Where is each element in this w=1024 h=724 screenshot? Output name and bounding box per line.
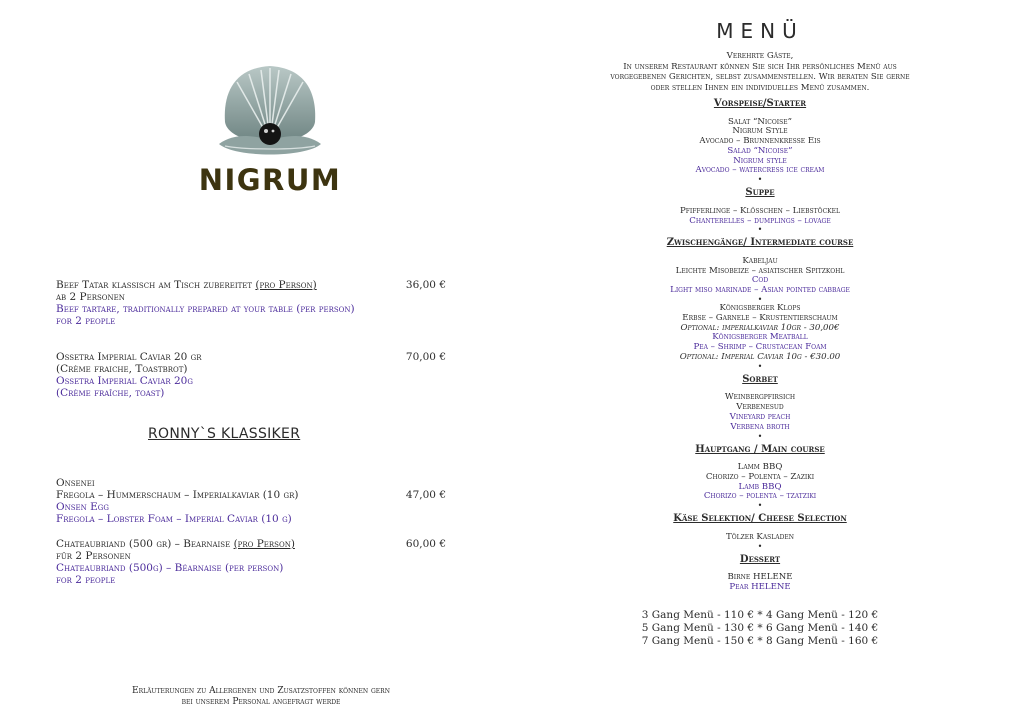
dish-chateaubriand [56, 538, 446, 586]
dish-name: Chateaubriand (500 gr) – Bearnaise (pro Person) [56, 538, 295, 550]
dish-subtitle: (Crème fraiche, Toastbrot) [56, 363, 188, 375]
dish-name: Ossetra Imperial Caviar 20 gr [56, 351, 202, 363]
dish-subtitle-en: for 2 people [56, 574, 116, 586]
oyster-pearl-icon [215, 62, 325, 160]
separator-dot: • [757, 501, 763, 511]
section-title: Vorspeise/Starter [713, 98, 807, 109]
section-kaese: Käse Selektion/ Cheese Selection Tölzer Kasladen • [560, 514, 960, 550]
separator-dot: • [757, 431, 763, 441]
dish-beef-tatar [56, 279, 446, 327]
price-line: 7 Gang Menü - 150 € * 8 Gang Menü - 160 € [641, 634, 879, 647]
separator-dot: • [757, 541, 763, 551]
dish-onsenei [56, 477, 446, 525]
dish-subtitle: ab 2 Personen [56, 291, 125, 303]
dish-price: 47,00 € [405, 489, 446, 501]
dish-name-en: Ossetra Imperial Caviar 20g [56, 375, 193, 387]
section-title: Sorbet [742, 373, 778, 385]
dish-price: 60,00 € [405, 538, 446, 550]
dish-name: Onsenei [56, 477, 95, 489]
section-dessert: Dessert Birne HELENE Pear HELENE [560, 555, 960, 593]
klassiker-heading: RONNY`S KLASSIKER [148, 426, 301, 442]
section-sorbet: Sorbet Weinbergpfirsich Verbenesud Vineyard peach Verbena broth • [560, 375, 960, 441]
brand-name: NIGRUM [198, 163, 342, 197]
section-title: Hauptgang / Main course [695, 443, 825, 455]
dish-subtitle: für 2 Personen [56, 550, 131, 562]
separator-dot: • [757, 225, 763, 235]
section-vorspeise: Vorspeise/Starter Salat “Nicoise” Nigrum Style Avocado – Brunnenkresse Eis Salad “Nicoise” Nigrum style Avocado – watercress ice cream • [560, 99, 960, 184]
dish-price: 36,00 € [405, 279, 446, 291]
dish-description-en: Fregola – Lobster Foam – Imperial Caviar (10 g) [56, 513, 292, 525]
separator-dot: • [757, 175, 763, 185]
section-title: Zwischengänge/ Intermediate course [666, 237, 854, 249]
nigrum-logo [195, 62, 345, 197]
section-title: Dessert [739, 553, 781, 565]
separator-dot: • [757, 361, 763, 371]
dish-caviar [56, 351, 446, 399]
section-hauptgang: Hauptgang / Main course Lamm BBQ Chorizo – Polenta – Zaziki Lamb BBQ Chorizo – polenta – tzatziki • [560, 445, 960, 511]
allergen-note: Erläuterungen zu Allergenen und Zusatzstoffen können gern bei unserem Personal angefragt werde [132, 686, 390, 707]
dish-subtitle-en: (Crème fraîche, toast) [56, 387, 165, 399]
dish-price: 70,00 € [405, 351, 446, 363]
dish-name-en: Beef tartare, traditionally prepared at your table (per person) [56, 303, 355, 315]
section-zwischengaenge: Zwischengänge/ Intermediate course Kabeljau Leichte Misobeize – asiatischer Spitzkohl Cod Light miso marinade – Asian pointed cabbage • Königsberger Klops Erbse – Garnele – Krustentierschaum Optional: imperialkaviar 10gr - 30,00€ Königsberger Meatball Pea – Shrimp – Crustacean Foam Optional: Imperial Caviar 10g - €30.00 • [560, 238, 960, 370]
section-title: Suppe [745, 187, 775, 199]
right-page [560, 20, 960, 648]
dish-name: Beef Tatar klassisch am Tisch zubereitet (pro Person) [56, 279, 317, 291]
intro-text: Verehrte Gäste, In unserem Restaurant können Sie sich Ihr persönliches Menü aus vorgegebenen Gerichten, selbst zusammenstellen. Wir beraten Sie gerne oder stellen Ihnen ein individuelles Menü zusammen. [610, 51, 910, 93]
price-line: 3 Gang Menü - 110 € * 4 Gang Menü - 120 € [641, 608, 879, 621]
dish-name-en: Chateaubriand (500g) – Béarnaise (per person) [56, 562, 284, 574]
section-title: Käse Selektion/ Cheese Selection [673, 513, 847, 525]
price-line: 5 Gang Menü - 130 € * 6 Gang Menü - 140 € [641, 621, 879, 634]
section-suppe: Suppe Pfifferlinge – Klösschen – Liebstöckel Chanterelles – dumplings – lovage • [560, 188, 960, 234]
dish-subtitle-en: for 2 people [56, 315, 116, 327]
dish-description: Fregola – Hummerschaum – Imperialkaviar (10 gr) [56, 489, 299, 501]
menu-title: MENÜ [716, 19, 804, 43]
separator-dot: • [757, 295, 763, 305]
menu-prices [560, 609, 960, 648]
dish-name-en: Onsen Egg [56, 501, 109, 513]
